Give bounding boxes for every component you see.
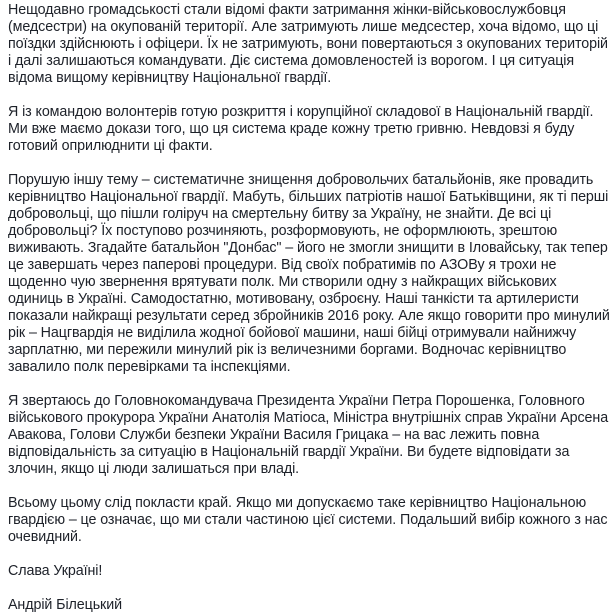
paragraph-appeal: Я звертаюсь до Головнокомандувача Президента України Петра Порошенка, Головного військового прокурора України Анатолія Матіоса, Міністра внутрішніх справ України Арсена Авакова, Голови Служби безпеки України Василя Грицака – на вас лежить повна відповідальність за ситуацію в Національній гвардії України. Ви будете відповідати за злочин, якщо ці люди залишаться при владі. [8,393,609,477]
post-body [8,2,614,614]
paragraph-slogan: Слава Україні! [8,563,103,579]
author-signature: Андрій Білецький [8,597,122,613]
paragraph-conclusion: Всьому цьому слід покласти край. Якщо ми допускаємо таке керівництво Національною гвардією – це означає, що ми стали частиною цієї системи. Подальший вибір кожного з нас очевидний. [8,495,608,545]
paragraph-corruption: Я із командою волонтерів готую розкриття і корупційної складової в Національній гвардії. Ми вже маємо докази того, що ця система краде кожну третю гривню. Невдовзі я буду готовий оприлюднити ці факти. [8,104,594,154]
paragraph-detention-facts: Нещодавно громадськості стали відомі факти затримання жінки-військовослужбовця (медсестри) на окупованій території. Але затримують лише медсестер, хоча відомо, що ці поїздки здійснюють і офіцери. Їх не затримують, вони повертаються з окупованих територій і далі залишаються командувати. Діє система домовленостей із ворогом. І ця ситуація відома вищому керівництву Національної гвардії. [8,2,608,86]
paragraph-volunteer-battalions: Порушую іншу тему – систематичне знищення добровольчих батальйонів, яке провадить керівництво Національної гвардії. Мабуть, більших патріотів нашої Батьківщини, як ті перші добровольці, що пішли голіруч на смертельну битву за Україну, не знайти. Де всі ці добровольці? Їх поступово розчиняють, розформовують, не оформлюють, зрештою виживають. Згадайте батальйон "Донбас" – його не змогли знищити в Іловайську, так тепер це завершать через паперові процедури. Від своїх побратимів по АЗОВу я трохи не щоденно чую звернення врятувати полк. Ми створили одну з найкращих військових одиниць в Україні. Самодостатню, мотивовану, озброєну. Наші танкісти та артилеристи показали найкращі результати серед збройників 2016 року. Але якщо говорити про минулий рік – Нацгвардія не виділила жодної бойової машини, наші бійці отримували найнижчу зарплатню, ми пережили минулий рік із величезними боргами. Водночас керівництво завалило полк перевірками та інспекціями. [8,172,610,375]
